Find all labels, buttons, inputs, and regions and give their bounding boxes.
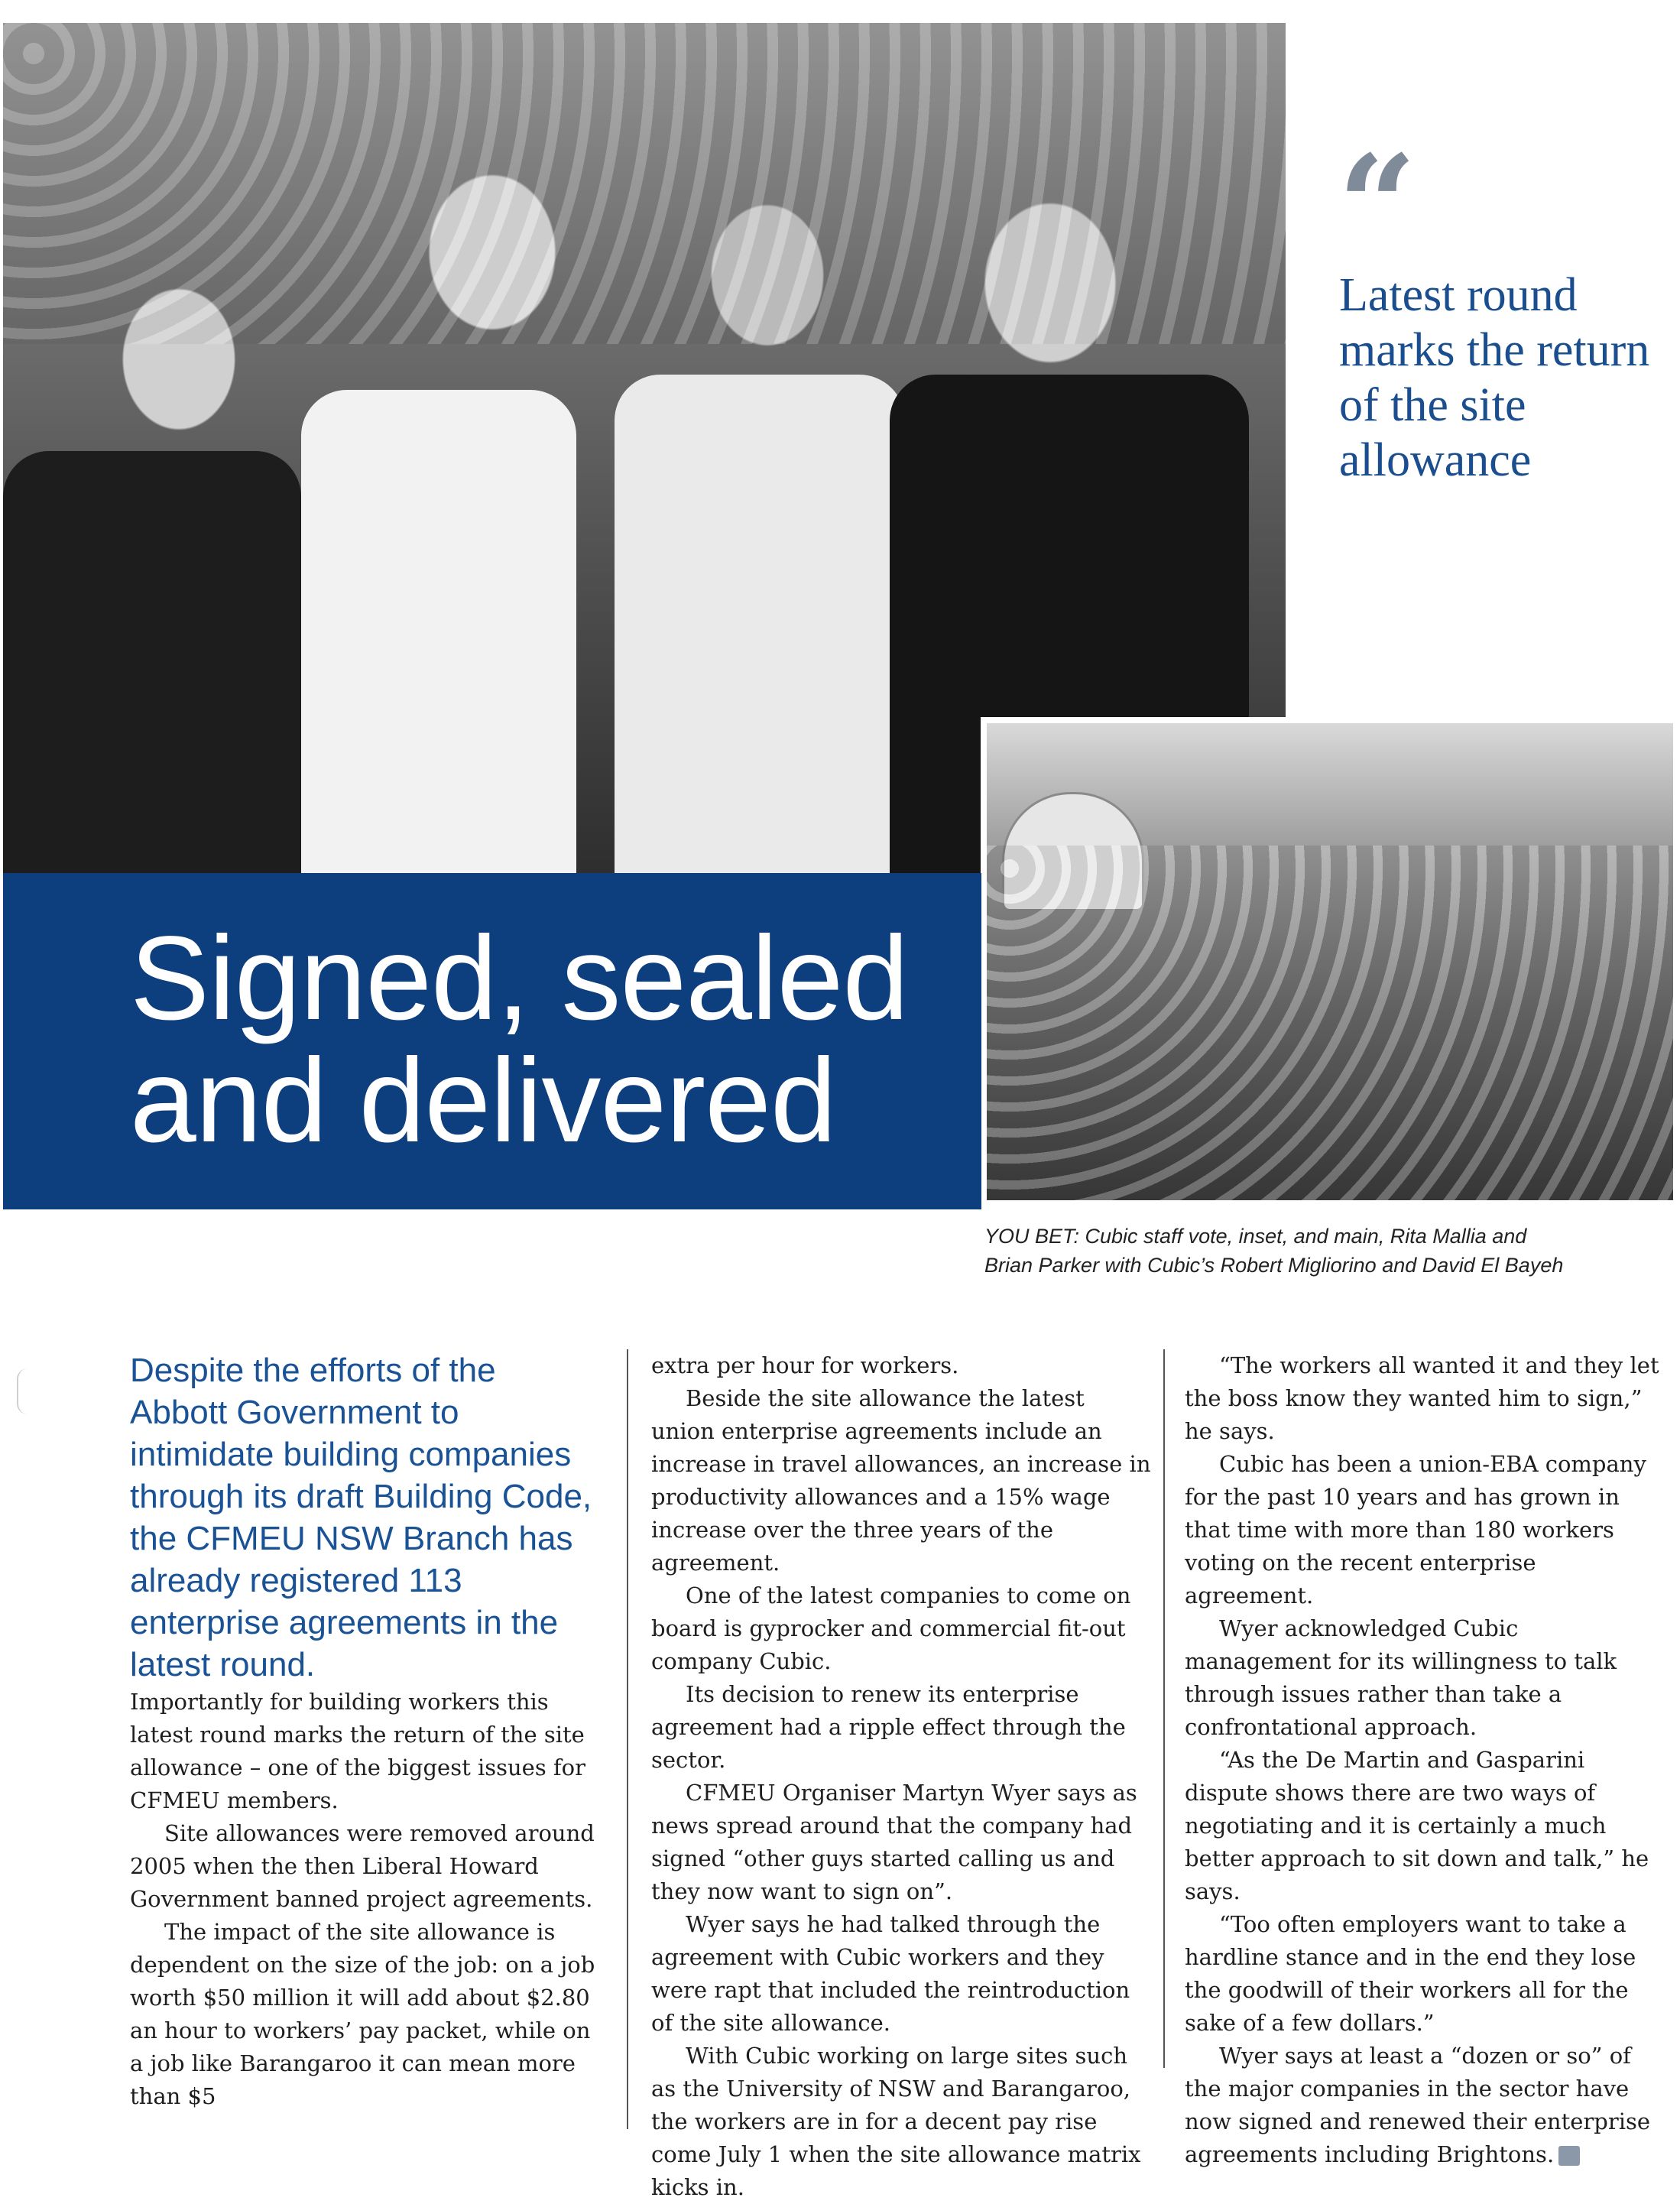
person-brian-parker: [301, 390, 576, 873]
article-column-2: [651, 1349, 1152, 2204]
paragraph: The impact of the site allowance is dependent on the size of the job: on a job worth $50 million it will add about $2.80 an hour to workers’ pay packet, while on a job like Barangaroo it can mean more than $5: [130, 1919, 595, 2109]
column-divider: [627, 1349, 628, 2129]
paragraph: One of the latest companies to come on board is gyprocker and commercial fit-out company Cubic.: [651, 1582, 1131, 1674]
person-robert-migliorino: [615, 375, 905, 873]
quote-mark-icon: “: [1338, 125, 1417, 287]
paragraph: Wyer acknowledged Cubic management for its willingness to talk through issues rather than take a confrontational approach.: [1185, 1615, 1617, 1740]
paragraph: Its decision to renew its enterprise agreement had a ripple effect through the sector.: [651, 1681, 1126, 1773]
page-edge-mark: [17, 1368, 29, 1414]
paragraph: “The workers all wanted it and they let the boss know they wanted him to sign,” he says.: [1185, 1352, 1659, 1444]
end-of-article-icon: U: [1558, 2146, 1580, 2166]
column-divider: [1163, 1349, 1165, 2068]
caption-line-1: YOU BET: Cubic staff vote, inset, and main, Rita Mallia and: [984, 1225, 1527, 1248]
pull-quote: Latest round marks the return of the site allowance: [1339, 269, 1650, 486]
person-rita-mallia: [3, 451, 301, 873]
headline: [130, 912, 909, 1167]
paragraph: Site allowances were removed around 2005 when the then Liberal Howard Government banned project agreements.: [130, 1820, 595, 1912]
paragraph: Importantly for building workers this latest round marks the return of the site allowance – one of the biggest issues for CFMEU members.: [130, 1689, 585, 1813]
article-lead: Despite the efforts of the Abbott Government to intimidate building companies through its draft Building Code, the CFMEU NSW Branch has already registered 113 enterprise agreements in the latest round.: [130, 1352, 592, 1683]
paragraph: Cubic has been a union-EBA company for the past 10 years and has grown in that time with more than 180 workers voting on the recent enterprise agreement.: [1185, 1451, 1646, 1608]
paragraph: Wyer says he had talked through the agreement with Cubic workers and they were rapt that included the reintroduction of the site allowance.: [651, 1911, 1130, 2036]
paragraph-text: Wyer says at least a “dozen or so” of the major companies in the sector have now signed and renewed their enterprise agreements including Brightons.: [1185, 2043, 1651, 2167]
paragraph: With Cubic working on large sites such as the University of NSW and Barangaroo, the workers are in for a decent pay rise come July 1 when the site allowance matrix kicks in.: [651, 2043, 1141, 2200]
paragraph: “Too often employers want to take a hardline stance and in the end they lose the goodwill of their workers all for the sake of a few dollars.”: [1185, 1911, 1636, 2036]
caption-line-2: Brian Parker with Cubic’s Robert Migliorino and David El Bayeh: [984, 1254, 1564, 1277]
paragraph: CFMEU Organiser Martyn Wyer says as news spread around that the company had signed “other guys started calling us and they now want to sign on”.: [651, 1780, 1137, 1904]
inset-photo-vote: [981, 717, 1679, 1206]
voting-crowd: [987, 846, 1673, 1206]
paragraph: extra per hour for workers.: [651, 1352, 959, 1378]
article-column-1: [130, 1349, 596, 2113]
paragraph: “As the De Martin and Gasparini dispute shows there are two ways of negotiating and it is certainly a much better approach to sit down and talk,” he says.: [1185, 1747, 1649, 1904]
audience-crowd: [3, 23, 1286, 344]
headline-line-2: and delivered: [130, 1034, 836, 1167]
article-column-3: [1185, 1349, 1670, 2171]
photo-caption: [984, 1222, 1611, 1280]
paragraph: Beside the site allowance the latest union enterprise agreements include an increase in travel allowances, an increase in productivity allowances and a 15% wage increase over the three years of the agreement.: [651, 1385, 1151, 1576]
headline-line-1: Signed, sealed: [130, 912, 909, 1045]
paragraph: [1185, 2040, 1670, 2171]
